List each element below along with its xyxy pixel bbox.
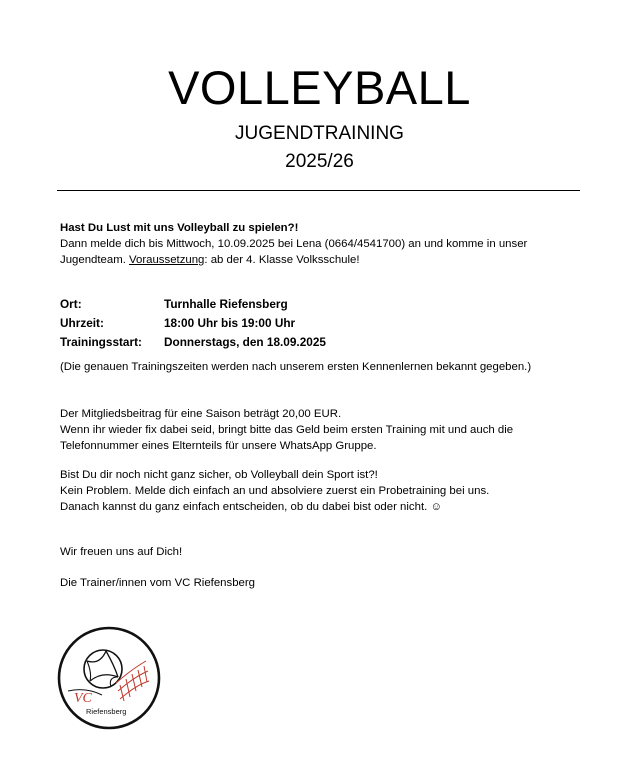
intro-headline: Hast Du Lust mit uns Volleyball zu spielen?!: [60, 222, 299, 234]
fee-line-1: Der Mitgliedsbeitrag für eine Saison beträgt 20,00 EUR.: [60, 408, 342, 420]
fee-paragraph: [60, 406, 580, 454]
trial-line-2: Kein Problem. Melde dich einfach an und absolviere zuerst ein Probetraining bei uns.: [60, 485, 490, 497]
page-title: VOLLEYBALL: [168, 61, 471, 114]
logo-initials: VC: [74, 691, 92, 706]
intro-line-2-end: : ab der 4. Klasse Volksschule!: [204, 254, 360, 266]
info-label: Ort:: [60, 297, 82, 311]
intro-line-2-start: Jugendteam.: [60, 254, 130, 266]
fee-line-3: Telefonnummer eines Elternteils für unsere WhatsApp Gruppe.: [60, 440, 377, 452]
season-label: 2025/26: [285, 151, 354, 172]
info-label: Trainingsstart:: [60, 335, 142, 349]
requirement-label: Voraussetzung: [129, 254, 205, 266]
info-label: Uhrzeit:: [60, 316, 104, 330]
closing-signature: Die Trainer/innen vom VC Riefensberg: [60, 577, 255, 589]
schedule-note: (Die genauen Trainingszeiten werden nach unserem ersten Kennenlernen bekannt gegeben.): [60, 361, 532, 373]
info-value: Turnhalle Riefensberg: [164, 297, 288, 311]
trial-paragraph: [60, 467, 580, 515]
club-logo: [56, 625, 162, 731]
intro-line-1: Dann melde dich bis Mittwoch, 10.09.2025 bei Lena (0664/4541700) an und komme in unser: [60, 238, 528, 250]
intro-paragraph: [60, 220, 580, 268]
header-divider: [57, 190, 580, 191]
trial-line-1: Bist Du dir noch nicht ganz sicher, ob Volleyball dein Sport ist?!: [60, 469, 378, 481]
page-subtitle: JUGENDTRAINING: [235, 123, 404, 144]
fee-line-2: Wenn ihr wieder fix dabei seid, bringt bitte das Geld beim ersten Training mit und auch die: [60, 424, 514, 436]
trial-line-3: Danach kannst du ganz einfach entscheiden, ob du dabei bist oder nicht. ☺: [60, 501, 443, 513]
info-value: 18:00 Uhr bis 19:00 Uhr: [164, 316, 296, 330]
info-value: Donnerstags, den 18.09.2025: [164, 335, 326, 349]
closing-thanks: Wir freuen uns auf Dich!: [60, 546, 183, 558]
logo-name: Riefensberg: [86, 707, 127, 716]
intro-line-2: [60, 252, 580, 268]
